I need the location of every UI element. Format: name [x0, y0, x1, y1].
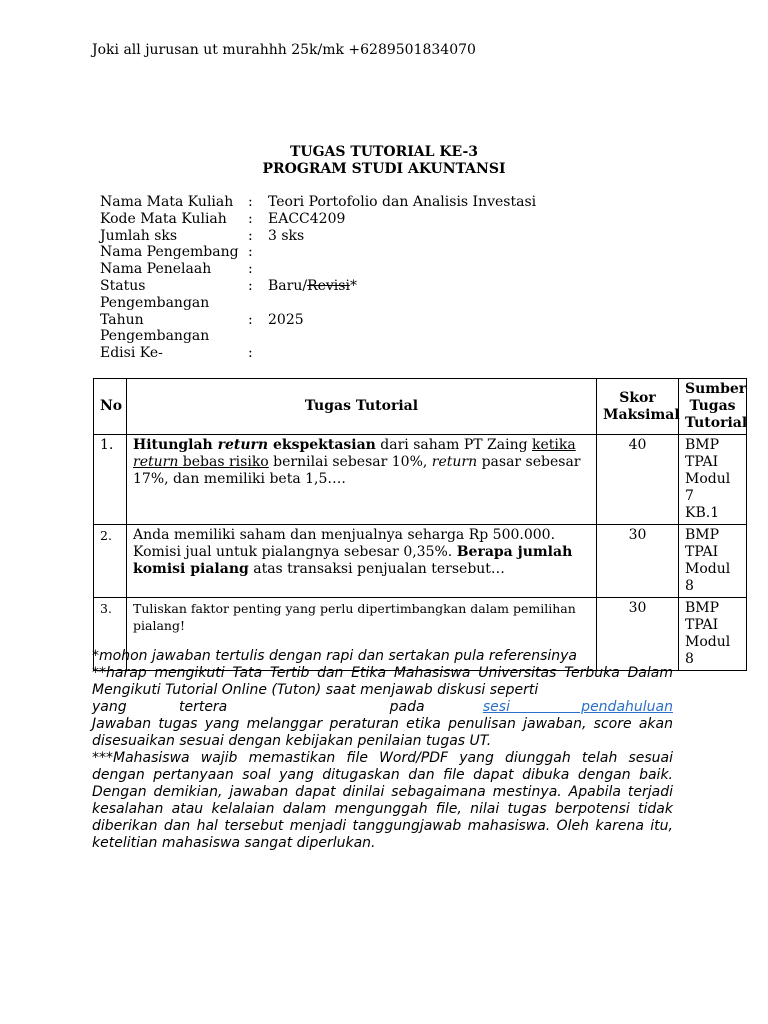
row-task — [127, 525, 597, 598]
source-line: TPAI — [685, 454, 719, 470]
status-baru: Baru/ — [268, 277, 308, 294]
source-line: TPAI — [685, 544, 719, 560]
info-value — [268, 278, 357, 312]
tasks-table — [93, 378, 747, 671]
row-task — [127, 435, 597, 525]
info-value: 3 sks — [268, 227, 305, 244]
note-word: tertera — [178, 699, 228, 715]
source-line: TPAI — [685, 617, 719, 633]
source-line: Modul 8 — [685, 561, 731, 594]
info-value: 2025 — [268, 311, 304, 328]
info-colon: : — [248, 227, 253, 244]
note-word: pada — [389, 699, 425, 715]
course-info — [100, 194, 536, 362]
task-text: Berapa jumlah komisi pialang — [133, 544, 573, 577]
info-colon: : — [248, 345, 253, 362]
info-colon: : — [248, 244, 253, 261]
info-label-line: Status — [100, 277, 146, 294]
task-text: ketika — [532, 437, 576, 453]
note-3: Jawaban tugas yang melanggar peraturan etika penulisan jawaban, score akan disesuaikan sesuai dengan kebijakan penilaian tugas UT. — [92, 716, 673, 749]
row-no: 2. — [94, 525, 127, 598]
header-sumber-line: Tugas — [689, 398, 736, 414]
row-skor: 30 — [597, 598, 679, 671]
row-source — [679, 525, 747, 598]
source-line: Modul 7 — [685, 471, 731, 504]
note-1: *mohon jawaban tertulis dengan rapi dan sertakan pula referensinya — [92, 648, 578, 664]
sesi-pendahuluan-link[interactable]: sesi pendahuluan — [482, 699, 673, 715]
header-tugas: Tugas Tutorial — [127, 379, 597, 435]
task-text: return — [431, 454, 478, 470]
info-row-penelaah — [100, 261, 536, 278]
info-label — [100, 312, 248, 346]
task-text: return — [217, 437, 269, 453]
notes-section — [92, 648, 673, 852]
task-text: ekspektasian — [268, 437, 376, 453]
status-revisi: Revisi — [307, 277, 350, 294]
info-label: Edisi Ke- — [100, 345, 163, 362]
info-label: Kode Mata Kuliah — [100, 210, 227, 227]
task-text: bebas risiko — [178, 454, 269, 470]
header-skor-line: Maksimal — [603, 406, 680, 423]
header-note: Joki all jurusan ut murahhh 25k/mk +6289501834070 — [92, 42, 476, 58]
info-colon: : — [248, 194, 253, 210]
note-4: ***Mahasiswa wajib memastikan file Word/PDF yang diunggah telah sesuai dengan pertanyaan soal yang ditugaskan dan file dapat dibuka dengan baik. Dengan demikian, jawaban dapat dinilai sebagaimana mestinya. Apabila terjadi kesalahan atau kelalaian dalam mengunggah file, nilai tugas berpotensi tidak diberikan dan hal tersebut menjadi tanggungjawab mahasiswa. Oleh karena itu, ketelitian mahasiswa sangat diperlukan. — [92, 750, 673, 851]
info-row-tahun — [100, 312, 536, 346]
info-label-line: Pengembangan — [100, 328, 210, 345]
info-label: Nama Pengembang — [100, 244, 239, 261]
task-text: Hitunglah — [133, 437, 218, 453]
status-star: * — [349, 277, 357, 294]
row-skor: 40 — [597, 435, 679, 525]
note-word: yang — [92, 699, 127, 715]
info-row-pengembang — [100, 244, 536, 261]
info-colon: : — [248, 277, 253, 294]
task-text: atas transaksi penjualan tersebut… — [248, 561, 505, 577]
document-title — [0, 144, 768, 178]
info-row-mata-kuliah — [100, 194, 536, 211]
info-colon: : — [248, 311, 253, 328]
info-label-line: Tahun — [100, 311, 144, 328]
source-line: BMP — [685, 600, 720, 616]
info-row-status — [100, 278, 536, 312]
info-row-kode — [100, 211, 536, 228]
note-2-continuation — [92, 699, 673, 716]
info-label: Jumlah sks — [100, 227, 178, 244]
header-sumber — [679, 379, 747, 435]
header-skor-line: Skor — [619, 389, 656, 406]
title-line-2: PROGRAM STUDI AKUNTANSI — [262, 161, 506, 177]
source-line: KB.1 — [685, 505, 720, 521]
task-text: Anda memiliki saham dan menjualnya seharga Rp 500.000. Komisi jual untuk pialangnya sebesar 0,35%. — [133, 527, 556, 560]
row-no: 1. — [94, 435, 127, 525]
header-skor — [597, 379, 679, 435]
row-source — [679, 435, 747, 525]
source-line: BMP — [685, 437, 720, 453]
task-text: dari saham PT Zaing — [375, 437, 533, 453]
header-sumber-line: Tutorial — [685, 415, 748, 431]
info-value: Teori Portofolio dan Analisis Investasi — [268, 194, 537, 210]
info-value: EACC4209 — [268, 210, 346, 227]
info-row-sks — [100, 228, 536, 245]
row-task: Tuliskan faktor penting yang perlu dipertimbangkan dalam pemilihan pialang! — [127, 598, 597, 671]
info-label-line: Pengembangan — [100, 294, 210, 311]
row-skor: 30 — [597, 525, 679, 598]
source-line: Modul 8 — [685, 634, 731, 667]
row-source — [679, 598, 747, 671]
info-label — [100, 278, 248, 312]
info-row-edisi — [100, 345, 536, 362]
header-sumber-line: Sumber — [685, 381, 747, 397]
task-text: bernilai sebesar 10%, — [268, 454, 432, 470]
info-label: Nama Penelaah — [100, 261, 212, 278]
info-colon: : — [248, 210, 253, 227]
task-text: return — [133, 454, 179, 470]
table-row — [94, 435, 747, 525]
row-no: 3. — [94, 598, 127, 671]
task-text: pasar sebesar 17%, dan memiliki beta 1,5…. — [133, 454, 581, 487]
source-line: BMP — [685, 527, 720, 543]
table-header-row — [94, 379, 747, 435]
table-row — [94, 525, 747, 598]
info-label: Nama Mata Kuliah — [100, 194, 234, 210]
title-line-1: TUGAS TUTORIAL KE-3 — [289, 144, 479, 160]
header-no: No — [94, 379, 127, 435]
note-2: **harap mengikuti Tata Tertib dan Etika Mahasiswa Universitas Terbuka Dalam Mengikuti Tutorial Online (Tuton) saat menjawab diskusi seperti — [92, 665, 673, 698]
info-colon: : — [248, 261, 253, 278]
